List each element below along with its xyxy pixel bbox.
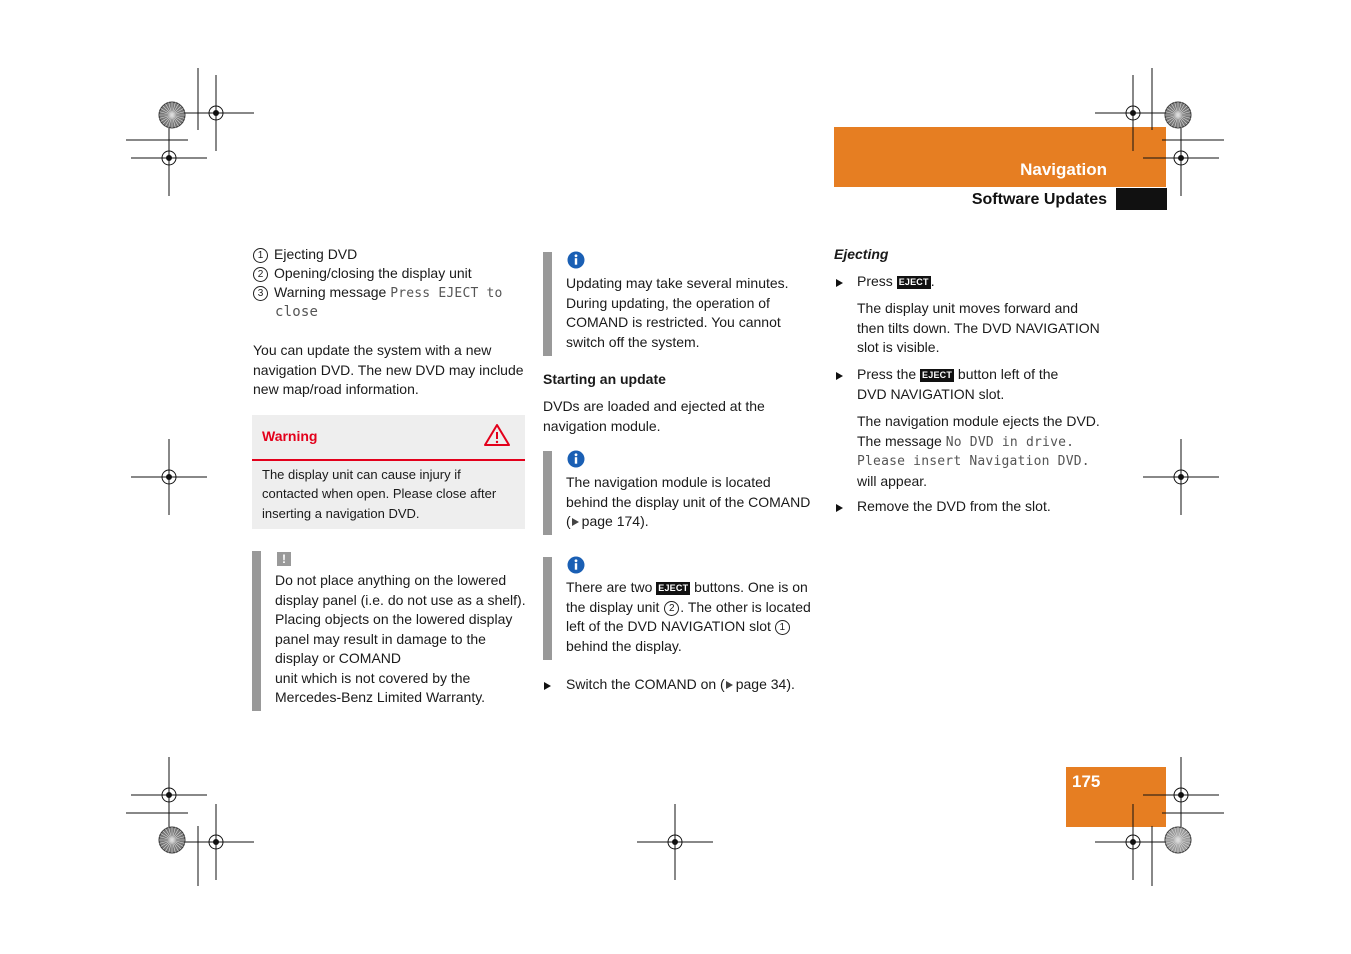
step-text: Press EJECT . [857, 273, 935, 289]
text-line: panel may result in damage to the [275, 630, 486, 647]
callout-number: 2 [664, 601, 679, 616]
registration-mark-icon [1095, 804, 1171, 880]
text-line: You can update the system with a new [253, 342, 492, 358]
page-number: 175 [1072, 772, 1101, 791]
section-subtitle: Software Updates [971, 191, 1107, 208]
callout-number: 3 [253, 286, 268, 301]
display-message: No DVD in drive. [945, 434, 1075, 450]
color-rosette-icon [159, 827, 185, 853]
text-line: new map/road information. [253, 381, 419, 397]
text-line: The message No DVD in drive. [857, 432, 1075, 450]
color-rosette-icon [1165, 102, 1191, 128]
eject-button-icon: EJECT [922, 370, 953, 380]
warning-title: Warning [262, 428, 318, 444]
text-line: behind the display unit of the COMAND [566, 493, 811, 510]
text-line: ( page 174). [566, 513, 649, 529]
list-item-text: Ejecting DVD [274, 246, 358, 262]
text-line: navigation module. [543, 417, 661, 434]
text-line: The display unit moves forward and [857, 300, 1078, 316]
text-line: inserting a navigation DVD. [262, 505, 420, 521]
list-item-text: Warning message [274, 284, 391, 300]
text-line: The navigation module is located [566, 474, 771, 490]
text-line: Do not place anything on the lowered [275, 572, 507, 588]
text-line: will appear. [857, 472, 928, 489]
registration-mark-icon [178, 75, 254, 151]
eject-button-icon: EJECT [658, 583, 689, 593]
list-item-text: Opening/closing the display unit [274, 265, 472, 281]
section-title: Navigation [1020, 160, 1107, 179]
text-line: display panel (i.e. do not use as a shelf). [275, 591, 526, 608]
text-line: There are two EJECT buttons. One is on [566, 579, 808, 595]
text-line: then tilts down. The DVD NAVIGATION [857, 319, 1100, 336]
text-line: unit which is not covered by the [275, 669, 471, 686]
text-line: The navigation module ejects the DVD. [857, 413, 1100, 429]
text-line: Placing objects on the lowered display [275, 611, 513, 627]
color-rosette-icon [159, 102, 185, 128]
registration-mark-icon [1143, 120, 1219, 196]
text-line: Mercedes-Benz Limited Warranty. [275, 689, 486, 705]
step-text: Remove the DVD from the slot. [857, 498, 1051, 514]
text-line: Press the EJECT button left of the [857, 366, 1059, 382]
text-line: DVDs are loaded and ejected at the [543, 398, 765, 414]
text-line: navigation DVD. The new DVD may include [253, 361, 524, 378]
text-line: behind the display. [566, 637, 682, 654]
text-line: contacted when open. Please close after [262, 486, 497, 502]
text-line: DVD NAVIGATION slot. [857, 385, 1005, 402]
text-line: switch off the system. [566, 333, 700, 350]
color-rosette-icon [1165, 827, 1191, 853]
registration-mark-icon [131, 757, 207, 833]
text-line: Updating may take several minutes. [566, 275, 789, 291]
exclamation-icon: ! [277, 552, 291, 566]
text-line: COMAND is restricted. You cannot [566, 314, 781, 330]
callout-number: 1 [253, 248, 268, 263]
text-line: the display unit 2 . The other is located [566, 598, 811, 615]
text-line: slot is visible. [857, 339, 940, 355]
registration-mark-icon [131, 120, 207, 196]
step-text: Switch the COMAND on ( page 34). [566, 676, 795, 692]
text-line: left of the DVD NAVIGATION slot 1 [566, 617, 811, 637]
registration-mark-icon [637, 804, 713, 880]
registration-mark-icon [1143, 439, 1219, 515]
eject-button-icon: EJECT [898, 277, 929, 287]
callout-number: 1 [775, 620, 790, 635]
text-line: The display unit can cause injury if [262, 467, 461, 482]
registration-mark-icon [1095, 75, 1171, 151]
text-line: display or COMAND [275, 650, 402, 666]
callout-number: 2 [253, 267, 268, 282]
display-message-cont: close [275, 304, 319, 320]
subheading: Ejecting [834, 246, 889, 262]
display-message: Please insert Navigation DVD. [857, 454, 1090, 469]
registration-mark-icon [131, 439, 207, 515]
text-line: During updating, the operation of [566, 294, 770, 311]
subheading: Starting an update [543, 371, 666, 387]
display-message: Press EJECT to [390, 286, 503, 301]
registration-mark-icon [178, 804, 254, 880]
registration-mark-icon [1143, 757, 1219, 833]
